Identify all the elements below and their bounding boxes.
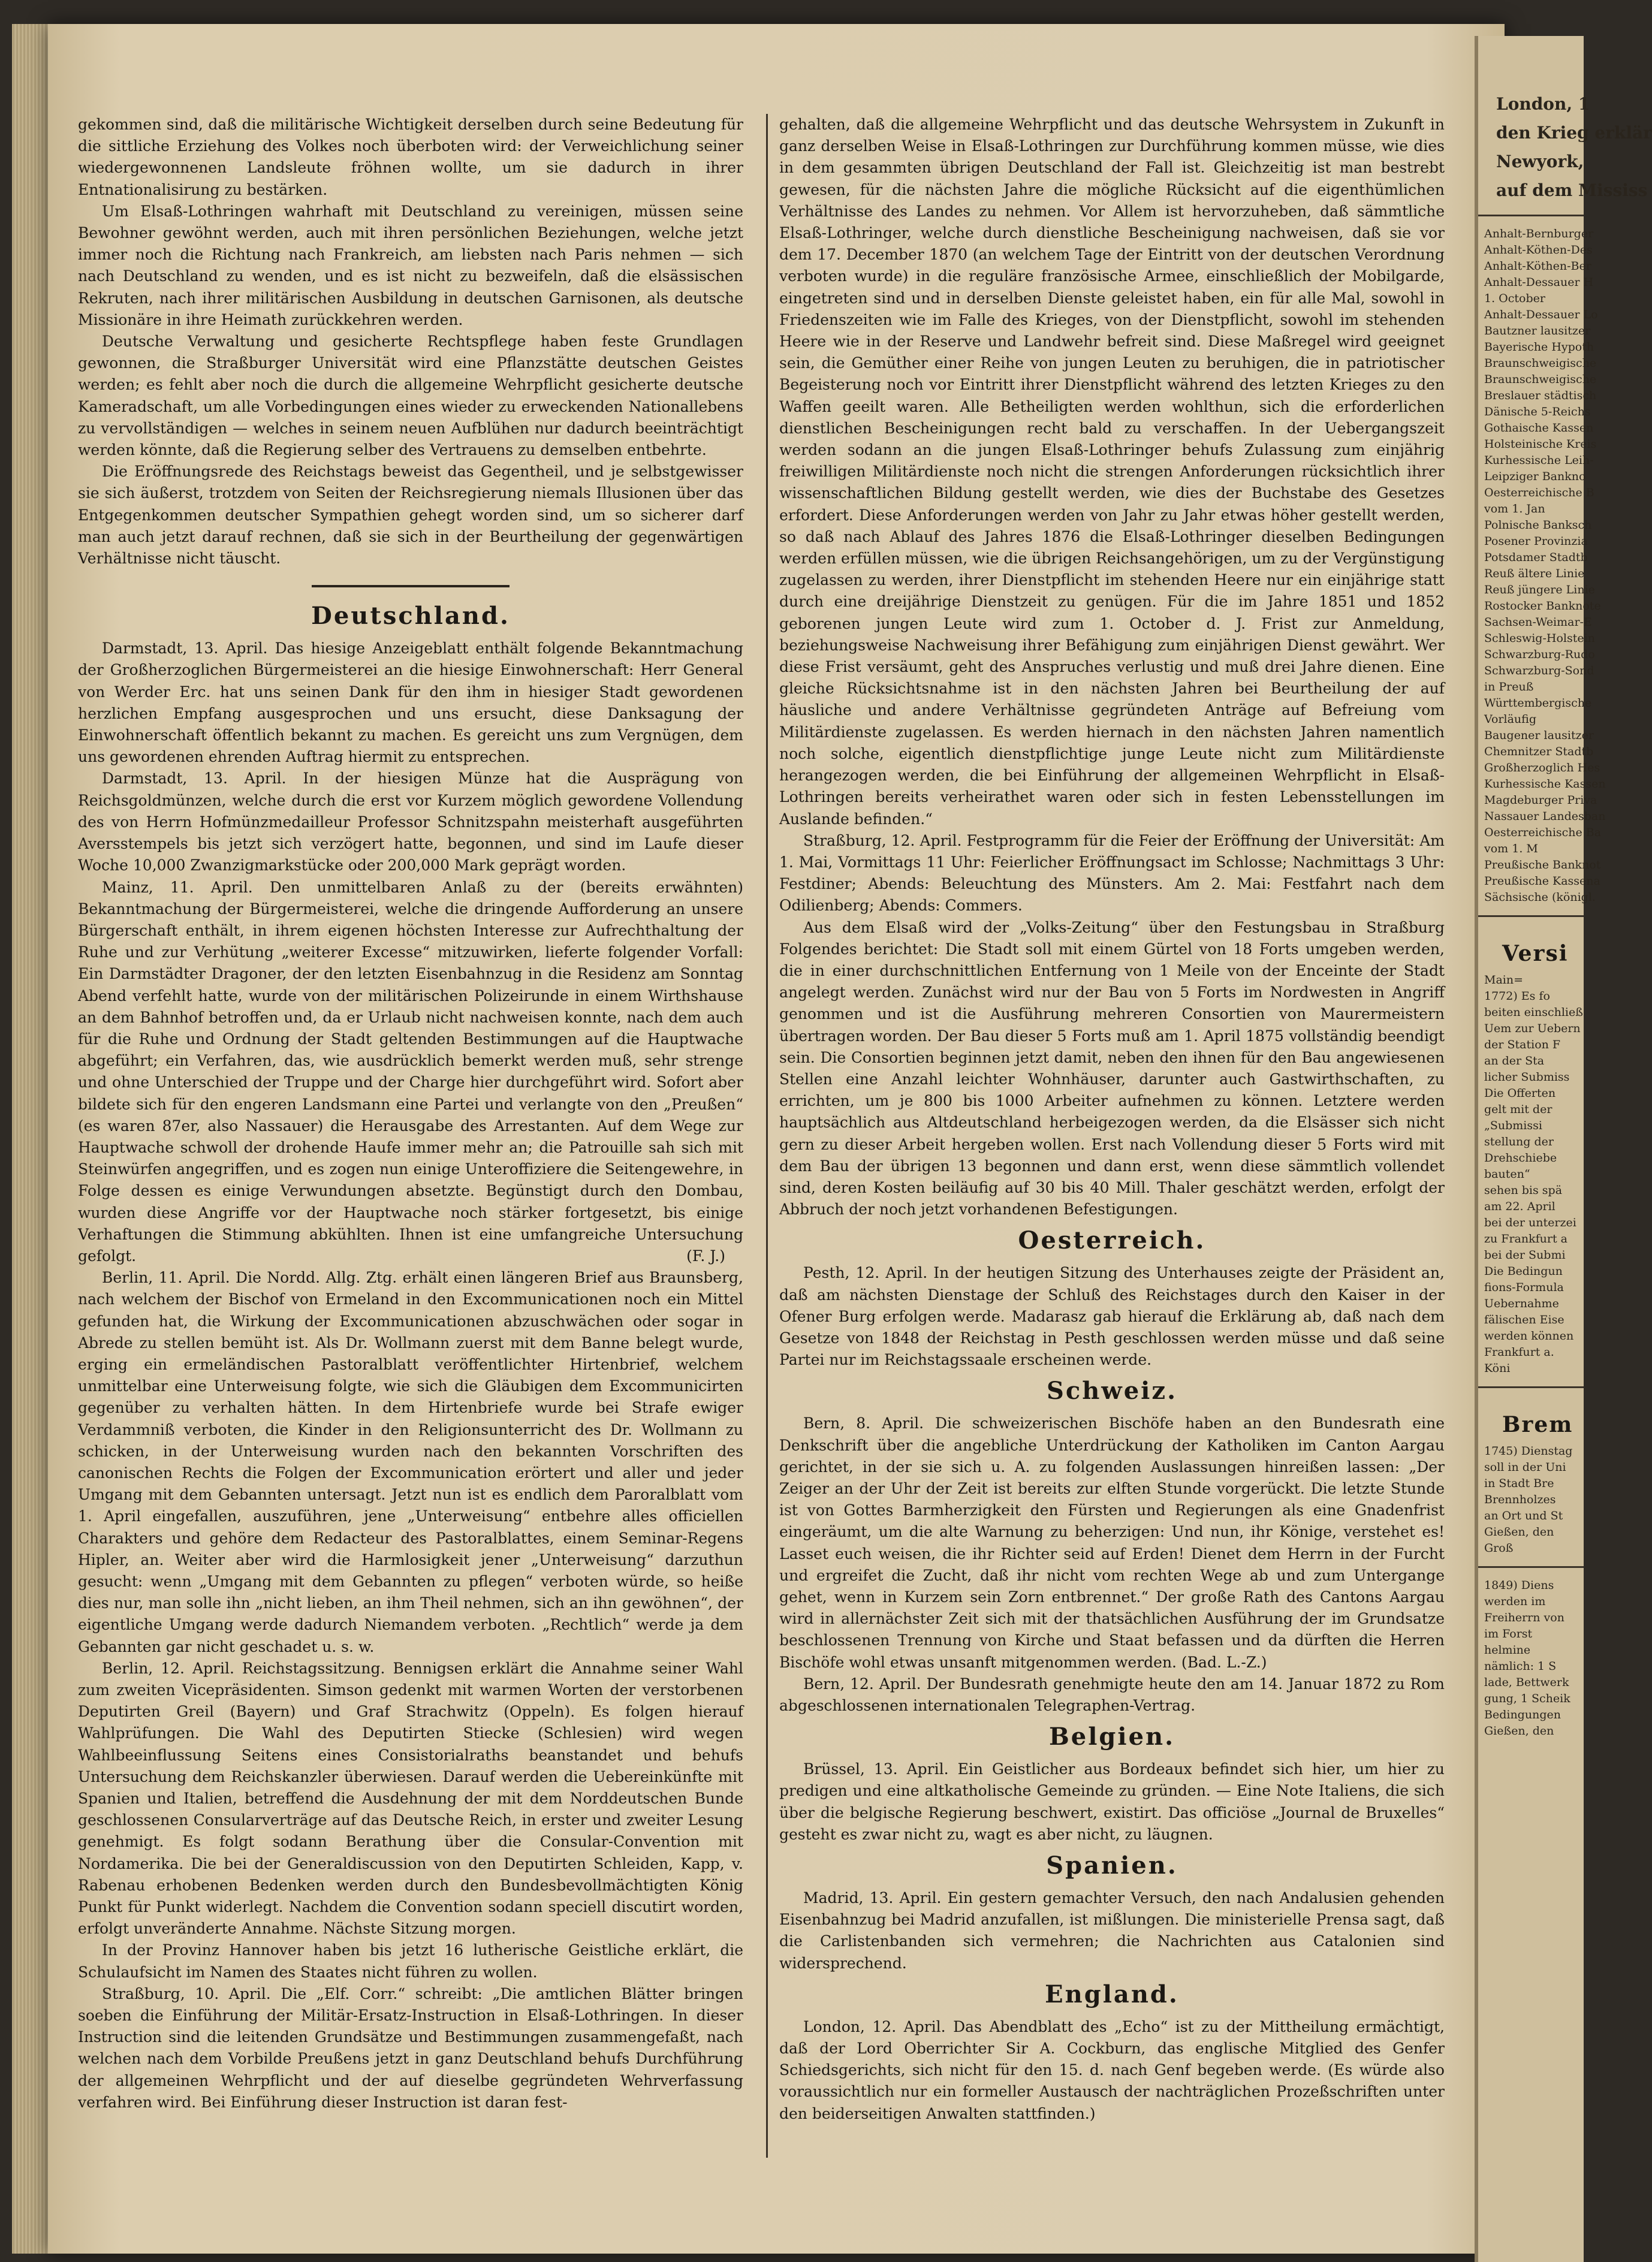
facing-line: der Station F — [1484, 1038, 1561, 1051]
facing-line: Frankfurt a. — [1484, 1346, 1554, 1359]
article-london: London, 12. April. Das Abendblatt des „Echo“ ist zu der Mittheilung ermächtigt, daß der Lord Oberrichter Sir A. Cockburn, das englische Mitglied des Genfer Schiedsgerichts, sich nicht für den 15. d. nach Genf begeben werde. (Es würde also voraussichtlich nur ein formeller Austausch der nachträglichen Prozeßschriften unter den beiderseitigen Anwalten stattfinden.) — [779, 2017, 1445, 2122]
section-title-oesterreich: Oesterreich. — [1018, 1226, 1206, 1255]
facing-line: vom 1. M — [1484, 842, 1538, 855]
facing-line: Gießen, den — [1484, 1724, 1554, 1738]
section-title-england: England. — [1045, 1980, 1179, 2008]
intro-paragraph: Die Eröffnungsrede des Reichstags beweist das Gegentheil, und je selbstgewisser sie sich äußerst, trotzdem von Seiten der Reichsregierung niemals Illusionen über das Entgegenkommen deutscher Sympathien gehegt worden sind, um so sicherer darf man auch jetzt darauf rechnen, daß sie sich in der Beurtheilung der gegenwärtigen Verhältnisse nicht täuscht. — [78, 463, 743, 568]
facing-line: Preußische Kassena — [1484, 874, 1600, 888]
facing-line: 1772) Es fo — [1484, 990, 1550, 1003]
facing-line: Gothaische Kassen — [1484, 421, 1594, 435]
facing-line: Potsdamer Stadtb — [1484, 551, 1588, 564]
facing-line: Reuß jüngere Linie — [1484, 583, 1595, 596]
facing-heading-one: Versi — [1502, 941, 1569, 966]
facing-line: bauten“ — [1484, 1168, 1530, 1181]
facing-line: Köni — [1484, 1362, 1511, 1375]
article-berlin-1: Berlin, 11. April. Die Nordd. Allg. Ztg. erhält einen längeren Brief aus Braunsberg, nach welchem der Bischof von Ermeland in den Excommunicationen noch ein Mittel gefunden hat, die Wirkung der Excommunicationen abzuschwächen oder sogar in Abrede zu stellen bemüht ist. Als Dr. Wollmann zuerst mit dem Banne belegt wurde, erging ein ermeländischen Pastoralblatt veröffentlichter Hirtenbrief, welchem unmittelbar eine Unterweisung folgte, wie sich die Gläubigen dem Excommunicirten gegenüber zu verhalten hätten. In dem Hirtenbriefe wurde bei Strafe ewiger Verdammniß verboten, die Kinder in den Religionsunterricht des Dr. Wollmann zu schicken, in der Unterweisung wurden nach den bekannten Vorschriften des canonischen Rechts die Folgen der Excommunication erörtert und aller und jeder Umgang mit dem Gebannten untersagt. Jetzt nun ist es endlich dem Paroralblatt vom 1. April eingefallen, auszuführen, jene „Unterweisung“ entbehre alles officiellen Charakters und gehöre dem Redacteur des Pastoralblattes, einem Seminar-Regens Hipler, an. Weiter aber wird die Harmlosigkeit jener „Unterweisung“ darzuthun gesucht: wenn „Umgang mit dem Gebannten zu pflegen“ verboten würde, so heiße dies nur, man solle ihn „nicht lieben, an ihm Theil nehmen, sich an ihn gewöhnen“, der eigentliche Umgang werde dadurch Niemandem verboten. „Rechtlich“ werde ja dem Gebannten gar nicht geschadet u. s. w. — [78, 1269, 743, 1655]
facing-page — [1475, 36, 1652, 2262]
facing-line: 1745) Dienstag — [1484, 1444, 1573, 1458]
facing-line: Preußische Banknot — [1484, 858, 1601, 871]
facing-line: Leipziger Bankno — [1484, 470, 1586, 483]
facing-line: Magdeburger Priva — [1484, 794, 1597, 807]
article-hannover: In der Provinz Hannover haben bis jetzt 16 lutherische Geistliche erklärt, die Schulaufsicht im Namen des Staates nicht führen zu wollen. — [78, 1941, 743, 1981]
facing-line: Braunschweigische — [1484, 357, 1597, 370]
facing-line: fälischen Eise — [1484, 1313, 1564, 1326]
facing-line: bei der unterzei — [1484, 1216, 1576, 1229]
facing-line: an der Sta — [1484, 1054, 1545, 1067]
facing-line: bei der Submi — [1484, 1248, 1566, 1262]
facing-line: Polnische Banksch — [1484, 518, 1592, 532]
facing-line: zu Frankfurt a — [1484, 1232, 1567, 1245]
facing-line: auf dem Mississ — [1496, 180, 1648, 200]
facing-line: Posener Provinzia — [1484, 535, 1588, 548]
facing-divider — [1478, 915, 1584, 917]
facing-line: Breslauer städtisch — [1484, 389, 1597, 402]
facing-line: Kurhessische Kassen — [1484, 777, 1606, 791]
facing-line: in Preuß — [1484, 680, 1534, 693]
facing-line: London, 1 — [1496, 94, 1590, 114]
section-title-schweiz: Schweiz. — [1046, 1377, 1178, 1406]
facing-line: Brennholzes — [1484, 1493, 1556, 1506]
facing-line: den Krieg erklär — [1496, 123, 1652, 143]
facing-line: Rostocker Banknote — [1484, 599, 1601, 613]
facing-line: Württembergische — [1484, 696, 1592, 710]
article-bern-1: Bern, 8. April. Die schweizerischen Bischöfe haben an den Bundesrath eine Denkschrift über die angebliche Unterdrückung der Katholiken im Canton Aargau gerichtet, in der sie sich u. A. zu folgenden Auslassungen hinreißen lassen: „Der Zeiger an der Uhr der Zeit ist bereits zur elften Stunde vorgerückt. Die letzte Stunde ist von Gottes Barmherzigkeit den Fürsten und Regierungen als eine Gnadenfrist eingeräumt, um die alte Warnung zu beherzigen: Und nun, ihr Könige, verstehet es! Lasset euch weisen, die ihr Richter seid auf Erden! Dienet dem Herrn in der Furcht und ergreifet die Zucht, daß ihr nicht vom rechten Wege ab und zum Untergange gehet, wenn in Kurzem sein Zorn entbrennet.“ Der große Rath des Cantons Aargau wird in allernächster Zeit sich mit der thatsächlichen Ausführung der im Grundsatze beschlossenen Trennung von Kirche und Staat befassen und da dürften die Herren Bischöfe wohl etwas unsanft mitgenommen werden. (Bad. L.-Z.) — [779, 1414, 1445, 1671]
facing-line: gung, 1 Scheik — [1484, 1692, 1570, 1705]
facing-line: Gießen, den — [1484, 1525, 1554, 1539]
facing-line: Dänische 5-Reichs — [1484, 405, 1591, 418]
facing-line: Bedingungen — [1484, 1708, 1561, 1721]
facing-page-list — [1478, 226, 1606, 906]
facing-divider — [1478, 1566, 1584, 1568]
facing-line: werden können — [1484, 1329, 1574, 1343]
column-divider — [766, 114, 768, 2158]
article-strassburg-1: Straßburg, 10. April. Die „Elf. Corr.“ schreibt: „Die amtlichen Blätter bringen soeben die Einführung der Militär-Ersatz-Instruction in Elsaß-Lothringen. In dieser Instruction sind die leitenden Grundsätze und Bestimmungen zusammengefaßt, nach welchen nach dem Vorbilde Preußens jetzt in ganz Deutschland behufs Durchführung der allgemeinen Wehrpflicht und der auf dieselbe gegründeten Wehrverfassung verfahren wird. Bei Einführung dieser Instruction ist daran fest- — [78, 1984, 743, 2111]
facing-line: beiten einschließ — [1484, 1006, 1583, 1019]
facing-line: Anhalt-Dessauer H — [1484, 276, 1594, 289]
facing-line: Newyork, — [1496, 152, 1584, 171]
facing-line: Reuß ältere Linie — [1484, 567, 1585, 580]
facing-line: Baugener lausitzer — [1484, 729, 1594, 742]
facing-line: 1849) Diens — [1484, 1579, 1554, 1592]
facing-line: soll in der Uni — [1484, 1461, 1566, 1474]
article-darmstadt-2: Darmstadt, 13. April. In der hiesigen Münze hat die Ausprägung von Reichsgoldmünzen, welche durch die erst vor Kurzem möglich gewordene Vollendung des von Herrn Hofmünzmedailleur Professor Schnitzspahn meisterhaft ausgeführten Aversstempels bis jetzt sich verzögert hatte, begonnen, und sind im Laufe dieser Woche 10,000 Zwanzigmarkstücke oder 200,000 Mark geprägt worden. — [78, 770, 743, 874]
article-darmstadt-1: Darmstadt, 13. April. Das hiesige Anzeigeblatt enthält folgende Bekanntmachung der Großherzoglichen Bürgermeisterei an die hiesige Einwohnerschaft: Herr General von Werder Erc. hat uns seinen Dank für den ihm in hiesiger Stadt gewordenen herzlichen Empfang ausgesprochen und uns ersucht, diese Danksagung der Einwohnerschaft öffentlich bekannt zu machen. Es gereicht uns zum Vergnügen, dem uns gewordenen ehrenden Auftrag hiermit zu entsprechen. — [78, 640, 743, 766]
facing-heading-two: Brem — [1502, 1412, 1573, 1437]
right-column — [779, 114, 1445, 2125]
facing-line: 1. October — [1484, 292, 1545, 305]
facing-line: Die Bedingun — [1484, 1265, 1563, 1278]
facing-line: Uem zur Uebern — [1484, 1022, 1581, 1035]
facing-page-section — [1478, 972, 1584, 1377]
facing-line: Sächsische (königl. — [1484, 891, 1596, 904]
facing-line: Anhalt-Bernburger — [1484, 227, 1594, 240]
article-elsass: Aus dem Elsaß wird der „Volks-Zeitung“ über den Festungsbau in Straßburg Folgendes berichtet: Die Stadt soll mit einem Gürtel von 18 Forts umgeben werden, die in einer durchschnittlichen Entfernung von 1 Meile von der Enceinte der Stadt angelegt werden. Zunächst wird nur der Bau von 5 Forts im Nordwesten in Angriff genommen und ist die Ausführung mehreren Consortien von Maurermeistern übertragen worden. Der Bau dieser 5 Forts muß am 1. April 1875 vollständig beendigt sein. Die Consortien beginnen jetzt damit, neben den ihnen für den Bau angewiesenen Stellen eine Anzahl leichter Wohnhäuser, darunter auch Gastwirthschaften, zu errichten, um je 800 bis 1000 Arbeiter aufnehmen zu können. Letztere werden hauptsächlich aus Altdeutschland herbeigezogen werden, da die Elsässer sich nicht gern zu dieser Arbeit hergeben wollen. Erst nach Vollendung dieser 5 Forts wird mit dem Bau der übrigen 13 begonnen und dann erst, wenn diese sämmtlich vollendet sind, deren Kosten beiläufig auf 30 bis 40 Mill. Thaler geschätzt werden, erfolgt der Abbruch der noch jetzt vorhandenen Befestigungen. — [779, 918, 1445, 1219]
facing-line: Main= — [1484, 973, 1524, 987]
article-pesth: Pesth, 12. April. In der heutigen Sitzung des Unterhauses zeigte der Präsident an, daß am nächsten Dienstage der Schluß des Reichstages durch den Kaiser in der Ofener Burg erfolgen werde. Madarasz gab hierauf die Erklärung ab, daß nach dem Gesetze von 1848 der Reichstag in Pesth geschlossen werden müsse und daß seine Partei nur im Reichstagssaale erscheinen werde. — [779, 1264, 1445, 1369]
facing-line: Großherzoglich Hes — [1484, 761, 1600, 774]
facing-line: Chemnitzer Stadtb — [1484, 745, 1594, 758]
facing-line: helmine — [1484, 1643, 1531, 1657]
article-madrid: Madrid, 13. April. Ein gestern gemachter Versuch, den nach Andalusien gehenden Eisenbahnzug bei Madrid anzufallen, ist mißlungen. Die ministerielle Prensa sagt, daß die Carlistenbanden sich vermehren; die Nachrichten aus Catalonien sind widersprechend. — [779, 1889, 1445, 1972]
intro-paragraph: Deutsche Verwaltung und gesicherte Rechtspflege haben feste Grundlagen gewonnen, die Straßburger Universität wird eine Pflanzstätte deutschen Geistes werden; es fehlt aber noch die durch die allgemeine Wehrpflicht gesicherte deutsche Kameradschaft, um alle Vorbedingungen eines wieder zu erweckenden Nationallebens zu vervollständigen — welches in seinem neuen Aufblühen nur dadurch beeinträchtigt werden könnte, daß die Regierung selber des Vertrauens zu demselben entbehrte. — [78, 333, 743, 459]
facing-line: Kurhessische Leih- — [1484, 454, 1594, 467]
facing-line: Bautzner lausitzer — [1484, 324, 1591, 337]
facing-line: in Stadt Bre — [1484, 1477, 1554, 1490]
continued-paragraph: gehalten, daß die allgemeine Wehrpflicht und das deutsche Wehrsystem in Zukunft in ganz derselben Weise in Elsaß-Lothringen zur Durchführung kommen müsse, wie dies in dem gesammten übrigen Deutschland der Fall ist. Gleichzeitig ist man bestrebt gewesen, für die nächsten Jahre die mögliche Rücksicht auf die eigenthümlichen Verhältnisse des Landes zu nehmen. Vor Allem ist hervorzuheben, daß sämmtliche Elsaß-Lothringer, welche durch dienstliche Bescheinigung nachweisen, daß sie vor dem 17. December 1870 (an welchem Tage der Eintritt von der deutschen Verordnung verboten wurde) in die reguläre französische Armee, einschließlich der Mobilgarde, eingetreten sind und in derselben Dienste geleistet haben, ein für alle Mal, sowohl in Friedenszeiten wie im Falle des Krieges, von der Dienstpflicht, sowohl im stehenden Heere wie in der Reserve und Landwehr befreit sind. Diese Maßregel wird geeignet sein, die Gemüther einer Reihe von jungen Leuten zu beruhigen, die in patriotischer Begeisterung noch vor Eintritt ihrer Dienstpflicht während des letzten Krieges zu den Waffen geeilt waren. Alle Betheiligten werden wohlthun, sich die erforderlichen dienstlichen Bescheinigungen recht bald zu verschaffen. In der Uebergangszeit werden sodann an die jungen Elsaß-Lothringer behufs Zulassung zum einjährig freiwilligen Militärdienste noch nicht die strengen Anforderungen rücksichtlich ihrer wissenschaftlichen Bildung gestellt werden, wie dies der Buchstabe des Gesetzes erfordert. Diese Anforderungen werden von Jahr zu Jahr etwas höher gestellt werden, so daß nach Ablauf des Jahres 1876 die Elsaß-Lothringer dieselben Bedingungen werden erfüllen müssen, wie die übrigen Reichsangehörigen, um zu der Vergünstigung zugelassen zu werden, ihrer Dienstpflicht im stehenden Heere nur ein einjährige statt durch eine dreijährige Dienstzeit zu genügen. Für die im Jahre 1851 und 1852 geborenen jungen Leute wird zum 1. October d. J. Frist zur Anmeldung, beziehungsweise Nachweisung ihrer Befähigung zum einjährigen Dienst gewährt. Wer diese Frist versäumt, geht des Anspruches verlustig und muß drei Jahre dienen. Eine gleiche Rücksichtsnahme ist in den nächsten Jahren bei Beurtheilung der auf häusliche und andere Verhältnisse gegründeten Anträge auf Befreiung vom Militärdienste zugelassen. Es werden hiernach in den nächsten Jahren namentlich noch solche, eigentlich dienstpflichtige junge Leute nicht zum Militärdienste herangezogen werden, die bei Einführung der allgemeinen Wehrpflicht in Elsaß-Lothringen bereits verheirathet waren oder sich in festen Lebensstellungen im Auslande befinden.“ — [779, 116, 1445, 828]
facing-line: Bayerische Hypoth — [1484, 340, 1594, 354]
facing-line: Braunschweigische — [1484, 373, 1597, 386]
article-bern-2: Bern, 12. April. Der Bundesrath genehmigte heute den am 14. Januar 1872 zu Rom abgeschlossenen internationalen Telegraphen-Vertrag. — [779, 1675, 1445, 1715]
facing-page-header — [1478, 90, 1652, 205]
facing-line: Freiherrn von — [1484, 1611, 1564, 1624]
facing-line: Uebernahme — [1484, 1297, 1559, 1310]
facing-line: Drehschiebe — [1484, 1151, 1557, 1165]
intro-paragraph: gekommen sind, daß die militärische Wichtigkeit derselben durch seine Bedeutung für die sittliche Erziehung des Volkes noch überboten wird: der Verweichlichung seiner wiedergewonnenen Landsleute fröhnen wollte, um sie dadurch in ihrer Entnationalisirung zu bestärken. — [78, 116, 743, 198]
article-berlin-2: Berlin, 12. April. Reichstagssitzung. Bennigsen erklärt die Annahme seiner Wahl zum zweiten Vicepräsidenten. Simson gedenkt mit warmen Worten der verstorbenen Deputirten Greil (Bayern) und Graf Strachwitz (Oppeln). Es folgen hierauf Wahlprüfungen. Die Wahl des Deputirten Stiecke (Schlesien) wird wegen Wahlbeeinflussung Seitens eines Consistorialraths beanstandet und behufs Untersuchung dem Reichskanzler überwiesen. Darauf werden die Uebereinkünfte mit Spanien und Italien, betreffend die Ausdehnung der mit dem Norddeutschen Bunde geschlossenen Consularverträge auf das Deutsche Reich, in erster und zweiter Lesung genehmigt. Es folgt sodann Berathung über die Consular-Convention mit Nordamerika. Die bei der Generaldiscussion von den Deputirten Schleiden, Kapp, v. Rabenau erhobenen Bedenken werden durch den Bundesbevollmächtigten König Punkt für Punkt widerlegt. Nachdem die Convention sodann speciell discutirt worden, erfolgt unveränderte Annahme. Nächste Sitzung morgen. — [78, 1659, 743, 1938]
section-title-deutschland: Deutschland. — [311, 602, 510, 631]
facing-line: stellung der — [1484, 1135, 1554, 1148]
facing-line: „Submissi — [1484, 1119, 1542, 1132]
section-title-spanien: Spanien. — [1046, 1851, 1178, 1880]
facing-line: Schleswig-Holstein — [1484, 632, 1595, 645]
facing-divider — [1478, 215, 1584, 216]
article-signature: (F. J.) — [686, 1247, 725, 1265]
facing-line: sehen bis spä — [1484, 1184, 1563, 1197]
facing-line: Oesterreichische Ba — [1484, 826, 1602, 839]
article-mainz — [78, 877, 743, 1268]
facing-line: Anhalt-Köthen-Des — [1484, 243, 1593, 257]
section-divider — [312, 585, 510, 587]
intro-paragraph: Um Elsaß-Lothringen wahrhaft mit Deutschland zu vereinigen, müssen seine Bewohner gewöhnt werden, auch mit ihren persönlichen Beziehungen, welche jetzt immer noch die Richtung nach Frankreich, am liebsten nach Paris nehmen — sich nach Deutschland zu wenden, und es ist nicht zu bezweifeln, daß die elsässischen Rekruten, nach ihrer militärischen Ausbildung in deutschen Garnisonen, als deutsche Missionäre in ihre Heimath zurückkehren werden. — [78, 202, 743, 328]
section-title-belgien: Belgien. — [1048, 1723, 1175, 1751]
article-mainz-text: Mainz, 11. April. Den unmittelbaren Anlaß zu der (bereits erwähnten) Bekanntmachung der Bürgermeisterei, welche die dringende Aufforderung an unsere Bürgerschaft enthält, in ihrem eigenen höchsten Interesse zur Aufrechthaltung der Ruhe und zur Verhütung „weiterer Excesse“ mitzuwirken, lieferte folgender Vorfall: Ein Darmstädter Dragoner, der den letzten Eisenbahnzug in die Residenz am Sonntag Abend verfehlt hatte, wurde von der militärischen Polizeirunde in einem Wirthshause an dem Bahnhof betroffen und, da er Urlaub nicht nachweisen konnte, nach dem auch für die Ruhe und Ordnung der Stadt geltenden Bestimmungen auf die Hauptwache abgeführt; ein Verfahren, das, wie ausdrücklich bemerkt werden muß, sehr strenge und ohne Unterschied der Truppe und der Charge hier durchgeführt wird. Sofort aber bildete sich für den engeren Landsmann eine Partei und verlangte von den „Preußen“ (es waren 87er, also Nassauer) die Herausgabe des Arrestanten. Auf dem Wege zur Hauptwache schwoll der drohende Haufe immer mehr an; die Patrouille sah sich mit Steinwürfen angegriffen, und es zogen nun einige Unteroffiziere die Seitengewehre, in Folge dessen es einige Verwundungen absetzte. Begünstigt durch den Dombau, wurden diese Angriffe vor der Hauptwache noch stärker fortgesetzt, bis einige Verhaftungen die Stimmung abkühlten. Ihnen ist eine umfangreiche Untersuchung gefolgt. — [78, 878, 743, 1265]
article-bruessel: Brüssel, 13. April. Ein Geistlicher aus Bordeaux befindet sich hier, um hier zu predigen und eine altkatholische Gemeinde zu gründen. — Eine Note Italiens, die sich über die belgische Regierung beschwert, existirt. Das officiöse „Journal de Bruxelles“ gesteht es zwar nicht zu, wagt es aber nicht, zu läugnen. — [779, 1760, 1445, 1843]
facing-line: Schwarzburg-Rudo — [1484, 648, 1595, 661]
facing-line: im Forst — [1484, 1627, 1533, 1640]
facing-line: Vorläufig — [1484, 713, 1536, 726]
facing-line: Anhalt-Köthen-Ber — [1484, 260, 1591, 273]
facing-line: licher Submiss — [1484, 1070, 1570, 1084]
facing-page-section-two — [1478, 1443, 1584, 1557]
facing-line: Anhalt-Dessauer Lo — [1484, 308, 1598, 321]
facing-line: werden im — [1484, 1595, 1546, 1608]
article-strassburg-2: Straßburg, 12. April. Festprogramm für die Feier der Eröffnung der Universität: Am 1. Mai, Vormittags 11 Uhr: Feierlicher Eröffnungsact im Schlosse; Nachmittags 3 Uhr: Festdiner; Abends: Beleuchtung des Münsters. Am 2. Mai: Festfahrt nach dem Odilienberg; Abends: Commers. — [779, 831, 1445, 915]
facing-line: Oesterreichische B — [1484, 486, 1594, 499]
facing-line: Schwarzburg-Sond — [1484, 664, 1594, 677]
facing-page-section-three — [1478, 1578, 1584, 1739]
facing-line: lade, Bettwerk — [1484, 1676, 1569, 1689]
facing-line: nämlich: 1 S — [1484, 1660, 1557, 1673]
facing-line: fions-Formula — [1484, 1281, 1564, 1294]
facing-line: am 22. April — [1484, 1200, 1555, 1213]
facing-line: vom 1. Jan — [1484, 502, 1545, 515]
facing-line: gelt mit der — [1484, 1103, 1552, 1116]
facing-line: an Ort und St — [1484, 1509, 1563, 1522]
facing-line: Groß — [1484, 1542, 1514, 1555]
facing-line: Sachsen-Weimar-E — [1484, 616, 1592, 629]
facing-divider — [1478, 1386, 1584, 1388]
facing-line: Die Offerten — [1484, 1087, 1556, 1100]
facing-line: Holsteinische Kreis — [1484, 438, 1597, 451]
left-column — [78, 114, 743, 2113]
facing-line: Nassauer Landesban — [1484, 810, 1606, 823]
